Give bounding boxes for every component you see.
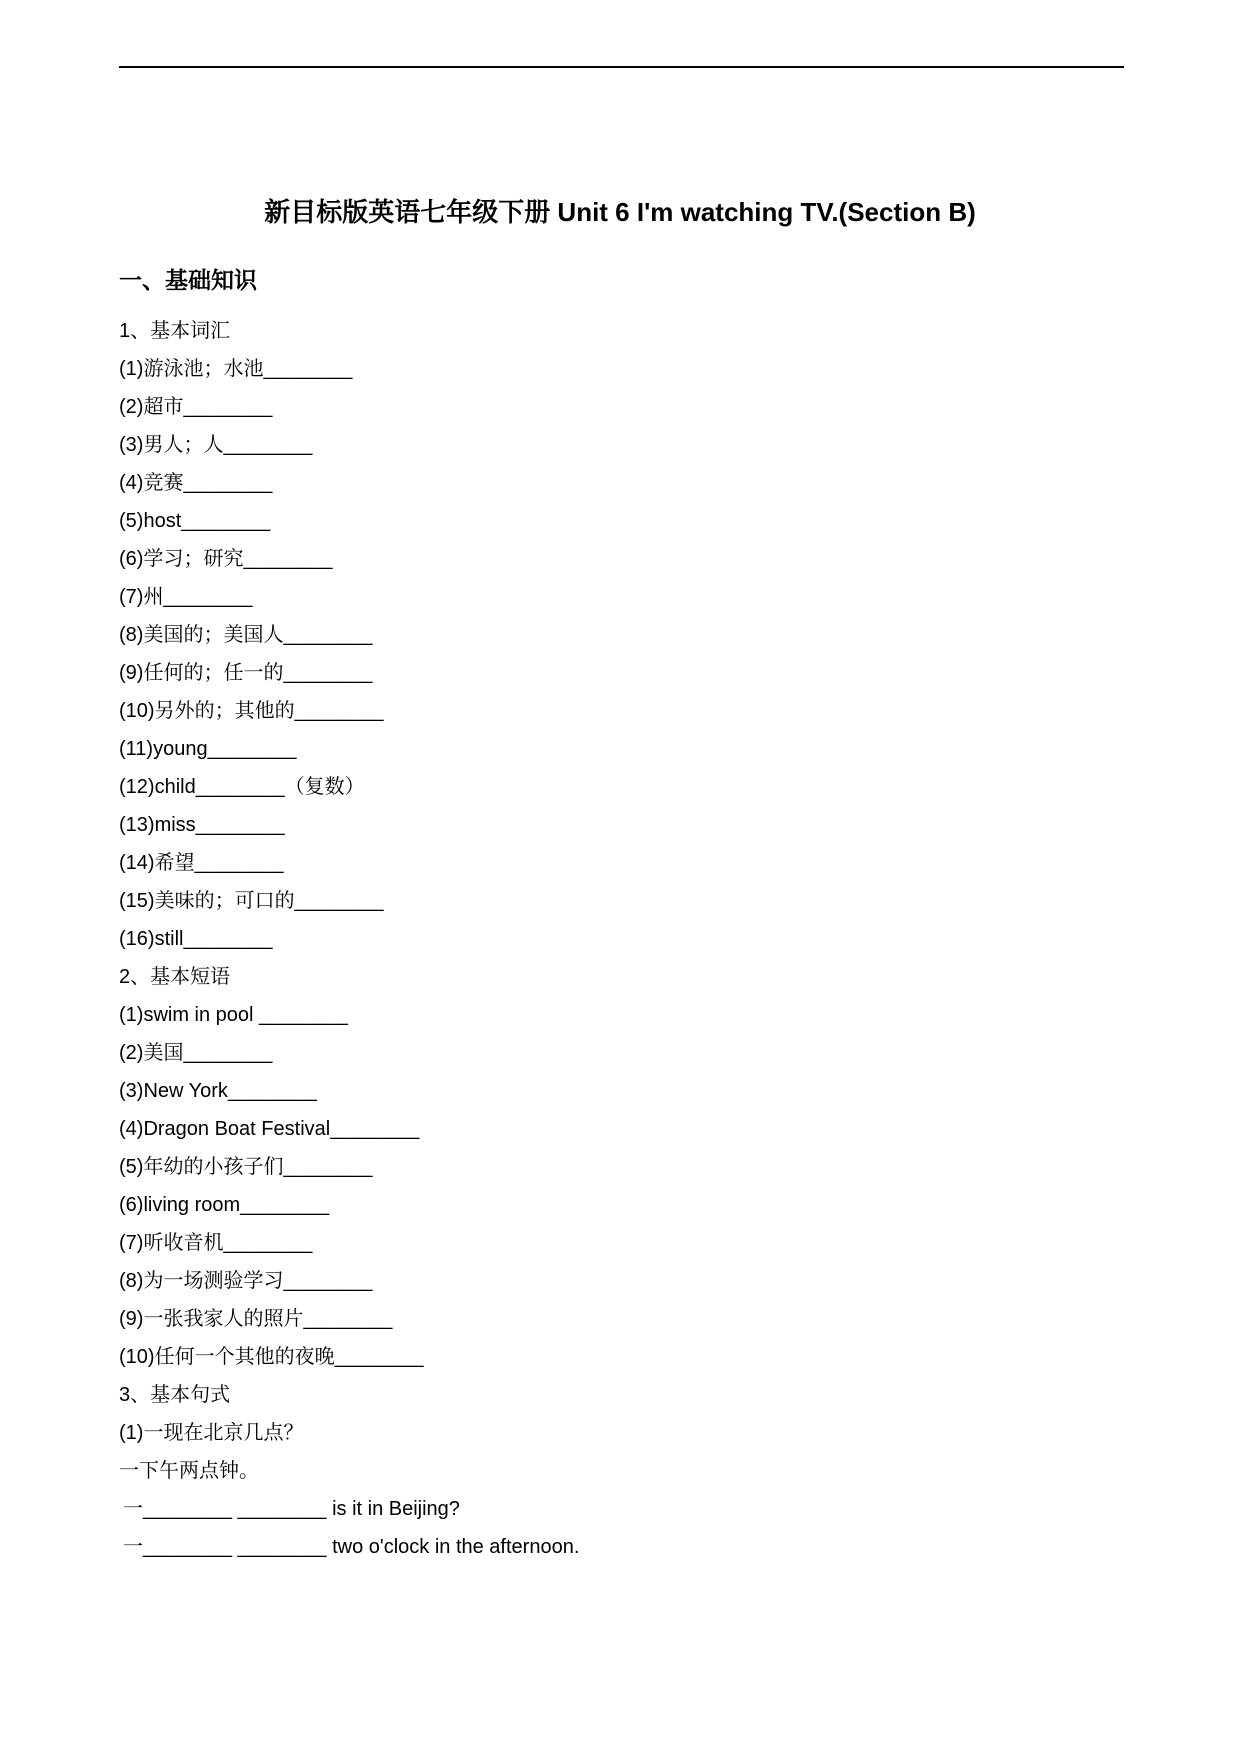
sentence-item: 一________ ________ is it in Beijing?	[123, 1498, 460, 1520]
phrase-item: (7)听收音机________	[119, 1232, 313, 1254]
vocab-item: (8)美国的；美国人________	[119, 624, 373, 646]
vocab-item: (9)任何的；任一的________	[119, 662, 373, 684]
phrase-item: (9)一张我家人的照片________	[119, 1308, 393, 1330]
vocab-item: (6)学习；研究________	[119, 548, 333, 570]
phrase-item: (10)任何一个其他的夜晚________	[119, 1346, 424, 1368]
vocab-item: (14)希望________	[119, 852, 284, 874]
vocab-item: (4)竞赛________	[119, 472, 273, 494]
phrase-item: (6)living room________	[119, 1194, 330, 1216]
vocab-item: (13)miss________	[119, 814, 285, 836]
vocab-item: (1)游泳池；水池________	[119, 358, 353, 380]
phrase-item: (1)swim in pool ________	[119, 1004, 349, 1026]
document-title: 新目标版英语七年级下册 Unit 6 I'm watching TV.(Section B)	[264, 197, 976, 227]
phrase-item: (2)美国________	[119, 1042, 273, 1064]
document-body	[119, 264, 1124, 1566]
vocab-item: (3)男人；人________	[119, 434, 313, 456]
sentence-item: (1)一现在北京几点？	[119, 1422, 304, 1444]
phrase-item: (3)New York________	[119, 1080, 317, 1102]
vocab-item: (2)超市________	[119, 396, 273, 418]
vocab-item: (15)美味的；可口的________	[119, 890, 384, 912]
sentence-item: 一下午两点钟。	[119, 1460, 259, 1482]
vocab-item: (11)young________	[119, 738, 297, 760]
section-heading-basics: 一、基础知识	[119, 267, 257, 293]
phrase-item: (8)为一场测验学习________	[119, 1270, 373, 1292]
phrase-item: (4)Dragon Boat Festival________	[119, 1118, 420, 1140]
vocab-item: (7)州________	[119, 586, 253, 608]
phrase-item: (5)年幼的小孩子们________	[119, 1156, 373, 1178]
vocab-item: (12)child________（复数）	[119, 776, 365, 798]
part-label-sentences: 3、基本句式	[119, 1384, 231, 1406]
part-label-vocabulary: 1、基本词汇	[119, 320, 231, 342]
part-label-phrases: 2、基本短语	[119, 966, 231, 988]
header-rule	[119, 66, 1124, 68]
vocab-item: (5)host________	[119, 510, 271, 532]
vocab-item: (16)still________	[119, 928, 273, 950]
vocab-item: (10)另外的；其他的________	[119, 700, 384, 722]
sentence-item: 一________ ________ two o'clock in the afternoon.	[123, 1536, 580, 1558]
